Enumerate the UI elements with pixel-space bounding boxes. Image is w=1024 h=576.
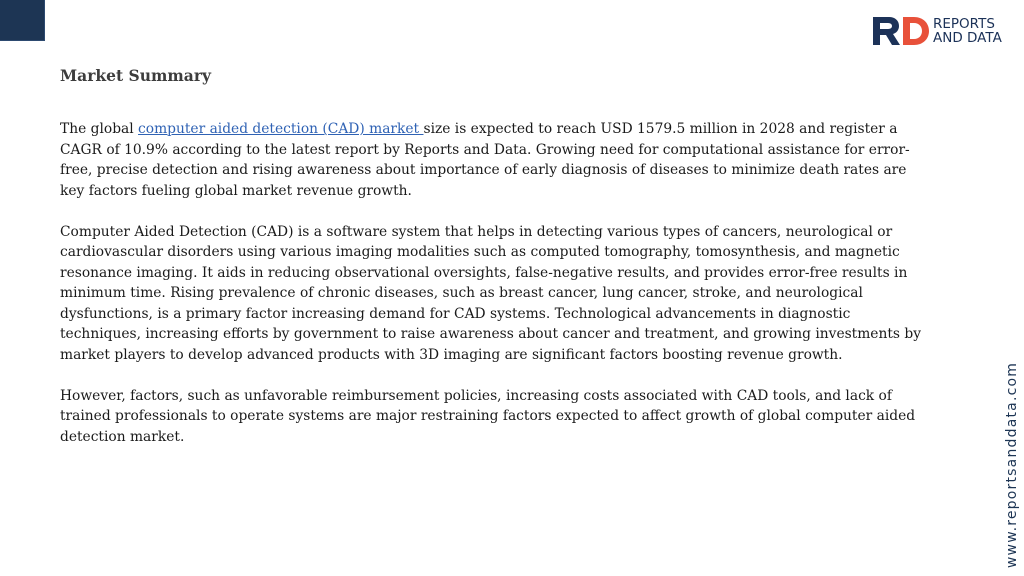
page-title: Market Summary <box>60 66 212 85</box>
paragraph1-suffix: size is expected to reach USD 1579.5 million in 2028 and register a CAGR of 10.9% according to the latest report by Reports and Data. Growing need for computational assistance for error-free, precise detection and rising awareness about importance of early diagnosis of diseases to minimize death rates are key factors fueling global market revenue growth. <box>60 121 910 199</box>
paragraph-market-size <box>60 119 922 201</box>
logo-line-reports: REPORTS <box>933 16 995 32</box>
logo-line-and-data: AND DATA <box>933 30 1002 46</box>
cad-market-link[interactable]: computer aided detection (CAD) market <box>138 121 424 137</box>
side-website-url <box>1000 362 1024 567</box>
website-url-text: www.reportsanddata.com <box>1004 361 1021 568</box>
rd-logo-mark-icon <box>872 15 930 47</box>
reports-and-data-logo[interactable] <box>872 14 1002 48</box>
corner-decoration-block <box>0 0 45 41</box>
paragraph-cad-description: Computer Aided Detection (CAD) is a software system that helps in detecting various types of cancers, neurological or cardiovascular disorders using various imaging modalities such as computed tomography, tomosynthesis, and magnetic resonance imaging. It aids in reducing observational oversights, false-negative results, and provides error-free results in minimum time. Rising prevalence of chronic diseases, such as breast cancer, lung cancer, stroke, and neurological dysfunctions, is a primary factor increasing demand for CAD systems. Technological advancements in diagnostic techniques, increasing efforts by government to raise awareness about cancer and treatment, and growing investments by market players to develop advanced products with 3D imaging are significant factors boosting revenue growth. <box>60 223 921 363</box>
market-summary-body <box>60 119 922 468</box>
logo-wordmark <box>933 17 1002 45</box>
paragraph1-prefix: The global <box>60 121 139 137</box>
paragraph-restraints: However, factors, such as unfavorable reimbursement policies, increasing costs associated with CAD tools, and lack of trained professionals to operate systems are major restraining factors expected to affect growth of global computer aided detection market. <box>60 387 916 445</box>
